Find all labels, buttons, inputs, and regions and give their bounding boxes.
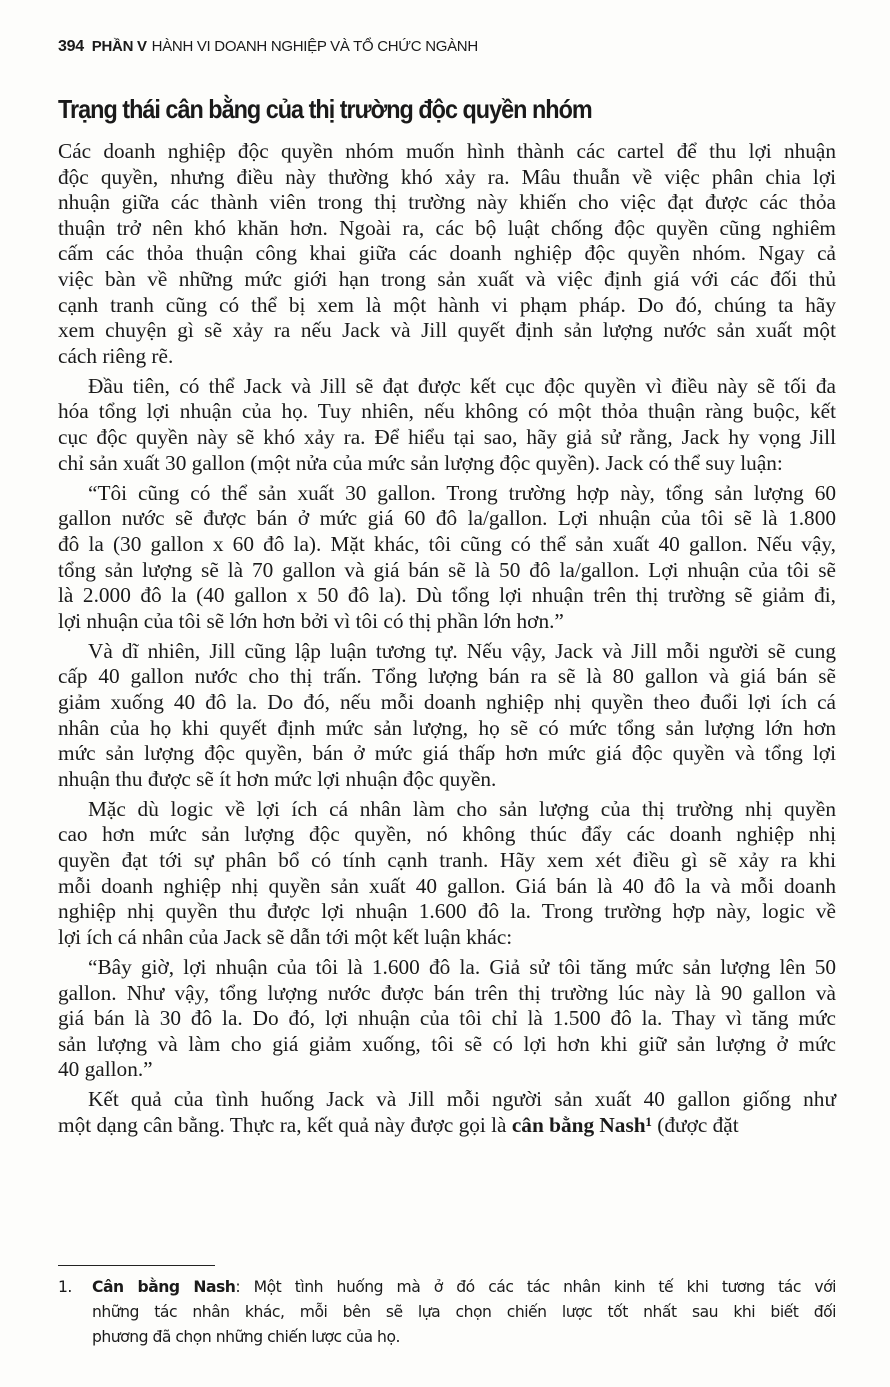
text-line: thuận trở nên khó khăn hơn. Ngoài ra, các bộ luật chống độc quyền cũng nghiêm [58, 215, 836, 240]
footnote-line: phương đã chọn những chiến lược của họ. [92, 1328, 400, 1346]
text-line: nhuận thu được sẽ ít hơn mức lợi nhuận độc quyền. [58, 766, 497, 791]
text-run: một dạng cân bằng. Thực ra, kết quả này được gọi là [58, 1112, 512, 1137]
paragraph [58, 139, 836, 369]
text-line: Các doanh nghiệp độc quyền nhóm muốn hình thành các cartel để thu lợi nhuận [58, 139, 836, 163]
text-line: hóa tổng lợi nhuận của họ. Tuy nhiên, nếu không có một thỏa thuận ràng buộc, kết [58, 399, 836, 424]
footnote-line: những tác nhân khác, mỗi bên sẽ lựa chọn chiến lược tốt nhất sau khi biết đối [92, 1303, 836, 1321]
text-line: lợi nhuận của tôi sẽ lớn hơn bởi vì tôi có thị phần lớn hơn.” [58, 608, 564, 633]
running-header [58, 38, 478, 56]
paragraph [58, 1087, 836, 1138]
text-line: là 2.000 đô la (40 gallon x 50 đô la). Dù tổng lợi nhuận trên thị trường sẽ giảm đi, [58, 583, 836, 608]
text-line: nhuận giữa các thành viên trong thị trường này khiến cho việc đạt được các thỏa [58, 190, 836, 215]
text-line: Mặc dù logic về lợi ích cá nhân làm cho sản lượng của thị trường nhị quyền [88, 796, 836, 821]
text-line: việc bàn về những mức giới hạn trong sản xuất và việc định giá với các đối thủ [58, 266, 836, 291]
text-line: cao hơn mức sản lượng độc quyền, nó không thúc đẩy các doanh nghiệp nhị [58, 822, 836, 847]
text-line: Kết quả của tình huống Jack và Jill mỗi người sản xuất 40 gallon giống như [88, 1087, 836, 1112]
key-term: cân bằng Nash¹ [511, 1112, 652, 1137]
text-line: đô la (30 gallon x 60 đô la). Mặt khác, tôi cũng có thể sản xuất 40 gallon. Nếu vậy, [58, 531, 836, 556]
text-line: gallon. Như vậy, tổng lượng nước được bán trên thị trường lúc này là 90 gallon và [58, 980, 836, 1005]
footnote-number: 1. [58, 1278, 72, 1296]
paragraph [58, 797, 836, 951]
paragraph [58, 639, 836, 793]
footnote-term: Cân bằng Nash [92, 1278, 236, 1296]
text-run: : Một tình huống mà ở đó các tác nhân kinh tế khi tương tác với [235, 1278, 837, 1296]
text-line: giá bán là 30 đô la. Do đó, lợi nhuận của tôi chỉ là 1.500 đô la. Thay vì tăng mức [58, 1006, 836, 1031]
text-run: (được đặt [651, 1112, 739, 1137]
footnote-line [92, 1275, 836, 1300]
text-line: cấm các thỏa thuận công khai giữa các doanh nghiệp độc quyền nhóm. Ngay cả [58, 241, 836, 266]
text-line: mức sản lượng độc quyền, bán ở mức giá thấp hơn mức giá độc quyền và tổng lợi [58, 741, 836, 766]
footnote [58, 1275, 836, 1350]
text-line: độc quyền, nhưng điều này thường khó xảy ra. Mâu thuẫn về việc phân chia lợi [58, 164, 836, 189]
paragraph [58, 481, 836, 635]
text-line: lợi ích cá nhân của Jack sẽ dẫn tới một kết luận khác: [58, 924, 513, 949]
text-line: nhân của họ khi quyết định mức sản lượng, họ sẽ có mức tổng sản lượng lớn hơn [58, 715, 836, 740]
text-line: “Tôi cũng có thể sản xuất 30 gallon. Trong trường hợp này, tổng sản lượng 60 [88, 480, 836, 505]
text-line: quyền đạt tới sự phân bổ có tính cạnh tranh. Hãy xem xét điều gì sẽ xảy ra khi [58, 848, 836, 873]
text-line: cạnh tranh cũng có thể bị xem là một hành vi phạm pháp. Do đó, chúng ta hãy [58, 292, 836, 317]
chapter-title: HÀNH VI DOANH NGHIỆP VÀ TỔ CHỨC NGÀNH [151, 38, 478, 55]
text-line: giảm xuống 40 đô la. Do đó, nếu mỗi doanh nghiệp nhị quyền theo đuổi lợi ích cá [58, 689, 836, 714]
text-line [58, 1113, 836, 1139]
text-line: Và dĩ nhiên, Jill cũng lập luận tương tự. Nếu vậy, Jack và Jill mỗi người sẽ cung [88, 638, 836, 663]
text-line: chỉ sản xuất 30 gallon (một nửa của mức sản lượng độc quyền). Jack có thể suy luận: [58, 450, 783, 475]
paragraph [58, 374, 836, 476]
text-line: cục độc quyền này sẽ khó xảy ra. Để hiểu tại sao, hãy giả sử rằng, Jack hy vọng Jill [58, 425, 836, 450]
section-title: Trạng thái cân bằng của thị trường độc quyền nhóm [58, 94, 592, 124]
page-number: 394 [58, 38, 84, 55]
text-line: tổng sản lượng sẽ là 70 gallon và giá bán sẽ là 50 đô la/gallon. Lợi nhuận của tôi sẽ [58, 557, 836, 582]
text-line: “Bây giờ, lợi nhuận của tôi là 1.600 đô la. Giả sử tôi tăng mức sản lượng lên 50 [88, 954, 836, 979]
text-line: gallon nước sẽ được bán ở mức giá 60 đô la/gallon. Lợi nhuận của tôi sẽ là 1.800 [58, 506, 836, 531]
text-line: cấp 40 gallon nước cho thị trấn. Tổng lượng bán ra sẽ là 80 gallon và giá bán sẽ [58, 664, 836, 689]
part-label: PHẦN V [91, 38, 147, 55]
text-line: nghiệp nhị quyền thu được lợi nhuận 1.600 đô la. Trong trường hợp này, logic về [58, 899, 836, 924]
text-line: Đầu tiên, có thể Jack và Jill sẽ đạt được kết cục độc quyền vì điều này sẽ tối đa [88, 373, 836, 398]
text-line: sản lượng và làm cho giá giảm xuống, tôi sẽ có lợi hơn khi giữ sản lượng ở mức [58, 1031, 836, 1056]
text-line: mỗi doanh nghiệp nhị quyền sản xuất 40 gallon. Giá bán là 40 đô la và mỗi doanh [58, 873, 836, 898]
text-line: xem chuyện gì sẽ xảy ra nếu Jack và Jill quyết định sản lượng nước sản xuất một [58, 318, 836, 343]
text-line: 40 gallon.” [58, 1057, 153, 1082]
text-line: cách riêng rẽ. [58, 343, 174, 368]
paragraph [58, 955, 836, 1083]
footnote-divider [58, 1265, 215, 1266]
body-text [58, 139, 836, 1143]
